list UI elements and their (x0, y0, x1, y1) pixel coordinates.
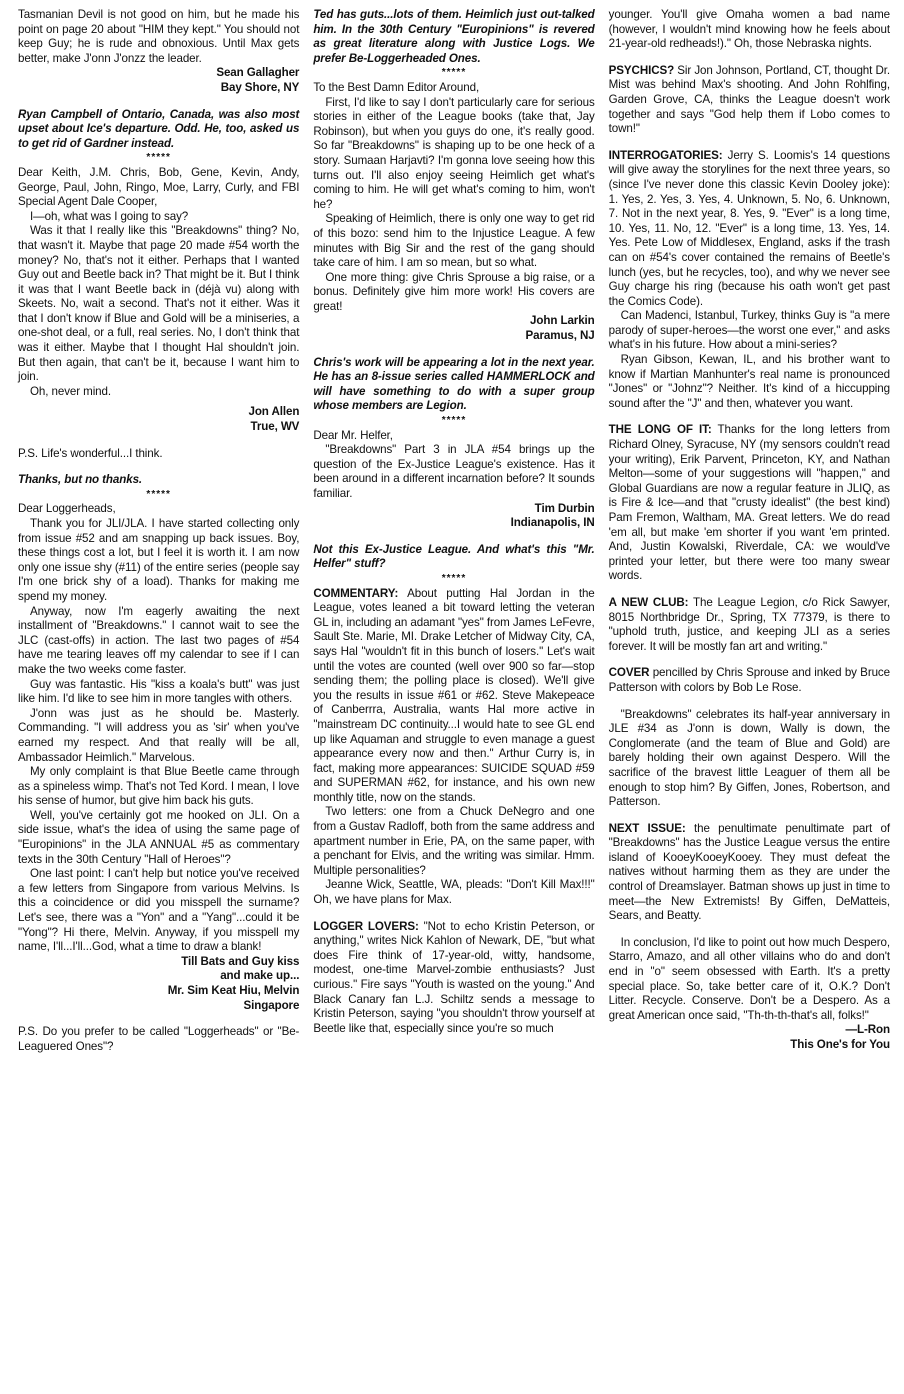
section-divider: ***** (146, 488, 171, 500)
spacer (609, 924, 890, 936)
letter-signature: Tim Durbin (534, 501, 595, 515)
letter-paragraph: In conclusion, I'd like to point out how much Despero, Starro, Amazo, and all other villains who do and don't end in "o" seem obsessed with Earth. It's a pretty special place. So, take better care of it, O.K.? Don't Litter. Recycle. Conserve. Don't be a Despero. As a great American once said, "Th-th-th-that's all, folks!" (608, 935, 890, 1022)
letter-paragraph: I—oh, what was I going to say? (30, 209, 189, 223)
letter-paragraph: J'onn was just as he should be. Masterly. Commanding. "I will address you as 'sir' when you've earned my respect. And that really will be all, Ambassador Heimlich." Marvelous. (18, 706, 300, 764)
letter-signature: True, WV (250, 420, 300, 434)
item-body: the penultimate penultimate part of "Breakdowns" has the Justice League versus the entire island of KooeyKooeyKooey. They must defeat the natives without harming them as they are under the control of Dreamslayer. Batman shows up just in time to meet—the New Extremists! By Giffen, DeMatteis, Sears, and Beatty. (608, 821, 890, 923)
editor-reply: Not this Ex-Justice League. And what's this "Mr. Helfer" stuff? (313, 542, 595, 571)
item-heading: THE LONG OF IT: (608, 423, 712, 437)
letter-paragraph: Anyway, now I'm eagerly awaiting the next installment of "Breakdowns." I cannot wait to see the JLC (cast-offs) in action. The last two pages of #54 have me tearing leaves off my calendar to see if I can make the two weeks come faster. (18, 604, 300, 676)
letter-signature: —L-Ron (845, 1023, 890, 1037)
letter-paragraph: Thank you for JLI/JLA. I have started collecting only from issue #52 and am snapping up back issues. Boy, these things cost a lot, but I feel it is worth it. I am now only one issue shy (#11) of the entire series (people say I'm one brick shy of a load). Thanks for making me spend my money. (18, 517, 300, 603)
item-body: The League Legion, c/o Rick Sawyer, 8015 Northbridge Dr., Spring, TX 77379, is there to "uphold truth, justice, and keeping JLI as a series forever. It will be mostly fan art and writing." (608, 595, 890, 653)
spacer (313, 908, 594, 920)
letter-paragraph: Guy was fantastic. His "kiss a koala's butt" was just like him. I'd like to see him in more tangles with others. (18, 677, 300, 706)
letter-paragraph: "Breakdowns" celebrates its half-year anniversary in JLE #34 as J'onn is down, Wally is down, the Conglomerate (and the team of Blue and Gold) are barely holding their own against Despero. Will the sacrifice of the bravest little Leaguer of them all be enough to stop him? By Giffen, Jones, Robertson, and Patterson. (608, 707, 890, 809)
letter-paragraph: Was it that I really like this "Breakdowns" thing? No, that wasn't it. Maybe that page 20 made #54 worth the money? No, that's not it either. Perhaps that I wanted Guy out and Beetle back in? That might be it. But I think it was that I want Beetle back in (déjà vu) along with Skeets. No, wait a second. That's not it either. Was it that I don't know if Blue and Gold will be a miniseries, a one-shot deal, or a full, real series. No, I don't think that was it either. Maybe that I thought Hal shouldn't join. But then again, that can't be it, because I want him to join. (18, 224, 300, 384)
item-body: "Not to echo Kristin Peterson, or anything," writes Nick Kahlon of Newark, DE, "but what does Fire think of 17-year-old, witty, handsome, modest, one-time Marvel-zombie enthusiasts? Just curious." Fire says "Youth is wasted on the young." And Black Canary fan L.J. Schiltz sends a message to Kristin Peterson, saying "you shouldn't throw yourself at Beetle like that, especially since you're so much (313, 919, 595, 1035)
spacer (609, 411, 890, 423)
letter-paragraph: Ryan Gibson, Kewan, IL, and his brother want to know if Martian Manhunter's real name is pronounced "Jones" or "Johnz"? Neither. It's kind of a hiccupping sound after the "J" and then, whatever you want. (608, 353, 890, 410)
letter-paragraph: P.S. Do you prefer to be called "Loggerheads" or "Be-Leaguered Ones"? (18, 1025, 300, 1053)
letter-paragraph: One last point: I can't help but notice you've received a few letters from Singapore from various Melvins. Is this a coincidence or did you misspell the surname? Let's see, there was a "Yon" and a "Yang"...could it be "Yong"? Hi there, Melvin. Anyway, if you misspell my name, I'll...I'll...God, what a time to draw a blank! (18, 867, 300, 954)
letter-paragraph: Tasmanian Devil is not good on him, but he made his point on page 20 about "HIM they kept." You should not keep Guy; he is rude and obnoxious. Until Max gets better, make J'onn J'onzz the leader. (18, 8, 300, 65)
editor-reply: Ted has guts...lots of them. Heimlich just out-talked him. In the 30th Century "Europinions" is revered as great literature along with Justice Logs. We prefer Be-Loggerheaded Ones. (313, 8, 595, 65)
spacer (609, 52, 890, 64)
spacer (18, 461, 299, 473)
letter-salutation: Dear Mr. Helfer, (313, 428, 393, 442)
letter-salutation: Dear Keith, J.M. Chris, Bob, Gene, Kevin, Andy, George, Paul, John, Ringo, Moe, Larry, Curly, and FBI Special Agent Dale Cooper, (18, 165, 300, 209)
item-heading: NEXT ISSUE: (608, 821, 686, 835)
spacer (18, 435, 299, 447)
column-item (313, 587, 594, 806)
letter-salutation: To the Best Damn Editor Around, (313, 80, 480, 94)
spacer (609, 654, 890, 666)
letter-signature: This One's for You (790, 1038, 890, 1051)
letter-paragraph: Two letters: one from a Chuck DeNegro and one from a Gustav Radloff, both from the same address and apartment number in Erie, PA, on the same paper, with a penchant for Elvis, and the writing was similar. Hmm. Multiple personalities? (313, 805, 595, 877)
spacer (313, 531, 594, 543)
section-divider: ***** (441, 67, 467, 79)
item-body: pencilled by Chris Sprouse and inked by Bruce Patterson with colors by Bob Le Rose. (608, 666, 890, 694)
item-heading: COMMENTARY: (313, 586, 399, 600)
letter-paragraph: "Breakdowns" Part 3 in JLA #54 brings up the question of the Ex-Justice League's existence. Has it been around in a different incarnation before? It sounds familiar. (313, 443, 595, 500)
editor-reply: Ryan Campbell of Ontario, Canada, was also most upset about Ice's departure. Odd. He, too, asked us to get rid of Gardner instead. (18, 107, 300, 150)
item-body: Thanks for the long letters from Richard Olney, Syracuse, NY (my sensors couldn't read your writing), Erik Parvent, Princeton, KY, and Nathan Melton—some of your suggestions will "happen," and Global Guardians are now a regular feature in JLIQ, as is Fire & Ice—and that "crusty idealist" (the best kind) Pam Fremon, Waltham, MA. Great letters. We do read 'em all, but make 'em shorter if you want 'em printed. And, Justin Kowalski, Riverdale, CA: we would've printed your letter, but there were too many swear words. (608, 423, 890, 583)
letter-paragraph: Can Madenci, Istanbul, Turkey, thinks Guy is "a mere parody of super-heroes—the worst one ever," and asks what's in his future. How about a mini-series? (608, 309, 890, 352)
letter-paragraph: Well, you've certainly got me hooked on JLI. On a side issue, what's the idea of using the same page of "Europinions" in the JLA ANNUAL #5 as commentary texts in the 30th Century "Hall of Heroes"? (18, 808, 300, 866)
column-item (609, 822, 890, 924)
item-heading: LOGGER LOVERS: (313, 919, 419, 933)
spacer (609, 696, 890, 708)
letter-paragraph: Speaking of Heimlich, there is only one way to get rid of this bozo: send him to the Injustice League. A few minutes with Big Sir and the rest of the gang should take care of him. I am so mean, but so what. (313, 212, 595, 270)
spacer (609, 137, 890, 149)
editor-reply: Thanks, but no thanks. (18, 473, 143, 487)
letter-paragraph: younger. You'll give Omaha women a bad name (however, I wouldn't mind knowing how he feels about 21-year-old redheads!)." Oh, those Nebraska nights. (608, 8, 890, 51)
column-1 (18, 8, 299, 1394)
letter-signature: Sean Gallagher (216, 66, 300, 80)
letter-signature: Singapore (243, 998, 300, 1012)
letter-signature: Bay Shore, NY (220, 80, 300, 94)
spacer (18, 1013, 299, 1025)
spacer (313, 344, 594, 356)
spacer (609, 584, 890, 596)
letter-paragraph: One more thing: give Chris Sprouse a big raise, or a bonus. Definitely give him more work! His covers are great! (313, 270, 595, 313)
item-heading: COVER (608, 666, 650, 680)
letter-paragraph: My only complaint is that Blue Beetle came through as a spineless wimp. That's not Ted Kord. I mean, I love his sense of humor, but give him back his guts. (18, 765, 300, 808)
spacer (609, 810, 890, 822)
letter-signature: Mr. Sim Keat Hiu, Melvin (167, 984, 300, 997)
section-divider: ***** (441, 572, 467, 584)
letter-signature: Indianapolis, IN (510, 516, 595, 530)
letter-paragraph: Oh, never mind. (30, 384, 111, 398)
item-heading: PSYCHICS? (608, 63, 675, 77)
item-body: Jerry S. Loomis's 14 questions will give away the storylines for the next three years, so (since I've never done this classic Kevin Dooley joke): 1. Yes, 2. Yes, 3. Yes, 4. Unknown, 5. No, 6. Unknown, 7. Not in the next year, 8. Yes, 9. "Ever" is a long time, 10. Yes, 11. No, 12. "Ever" is a long time, 13. Yes, 14. Yes. Pete Low of Middlesex, England, asks if the trash can on #54's cover contained the remains of Beetle's lunch (yes, but he recycles, too), and why we never see Guy charge his ring (because his oath won't get past the Comics Code). (608, 148, 890, 308)
letter-signature: John Larkin (530, 314, 595, 328)
letter-salutation: Dear Loggerheads, (18, 502, 116, 516)
editor-reply: Chris's work will be appearing a lot in the next year. He has an 8-issue series called HAMMERLOCK and will have something to do with a super group whose members are Legion. (313, 355, 595, 413)
column-item (609, 423, 890, 584)
letter-paragraph: P.S. Life's wonderful...I think. (18, 446, 163, 460)
letter-signature: Till Bats and Guy kiss (181, 954, 300, 968)
letter-signature: Paramus, NJ (525, 329, 595, 343)
letter-paragraph: First, I'd like to say I don't particularly care for serious stories in either of the League books (take that, Jay Robinson), but when you guys do one, it's really good. So far "Breakdowns" is shaping up to be one heck of a story. Sumaan Harjavti? I'm gonna love seeing how this turns out. I'll also enjoy seeing Heimlich get what's coming to him. He will get what's coming to him, won't he? (313, 95, 595, 211)
column-item (313, 920, 594, 1037)
section-divider: ***** (146, 152, 171, 164)
column-3 (609, 8, 890, 1394)
item-body: Sir Jon Johnson, Portland, CT, thought Dr. Mist was behind Max's shooting. And John Rohlfing, Garden Grove, CA, thinks the League doesn't work together and says "God help them if Lobo comes to town!" (608, 63, 890, 136)
item-heading: INTERROGATORIES: (608, 148, 723, 162)
column-item (609, 64, 890, 137)
item-body: About putting Hal Jordan in the League, votes leaned a bit toward letting the veteran GL in, including an adamant "yes" from James LeFevre, Sault Ste. Marie, MI. Drake Letcher of Midway City, CA, says Hal "wouldn't fit in this bunch of losers." Let's wait until the votes are counted (well over 900 so far—stop sending them; the polling place is closed). We'll give you the results in issue #61 or #62. Steve Makepeace of Canberrra, Australia, wants Hal more active in "mainstream DC continuity...I would hate to see GL end up like Aquaman and struggle to even manage a guest appearance every now and then." Arthur Curry is, in fact, making more appearances: SUICIDE SQUAD #59 and SUPERMAN #62, for instance, and his own new monthly title, now on the stands. (313, 586, 595, 804)
letter-paragraph: Jeanne Wick, Seattle, WA, pleads: "Don't Kill Max!!!" Oh, we have plans for Max. (313, 878, 595, 907)
column-item (609, 666, 890, 695)
spacer (18, 96, 299, 108)
letter-signature: and make up... (220, 969, 300, 983)
column-item (609, 596, 890, 654)
item-heading: A NEW CLUB: (608, 595, 689, 609)
letter-signature: Jon Allen (248, 405, 300, 419)
section-divider: ***** (441, 415, 467, 427)
column-item (609, 149, 890, 310)
column-2 (313, 8, 594, 1394)
